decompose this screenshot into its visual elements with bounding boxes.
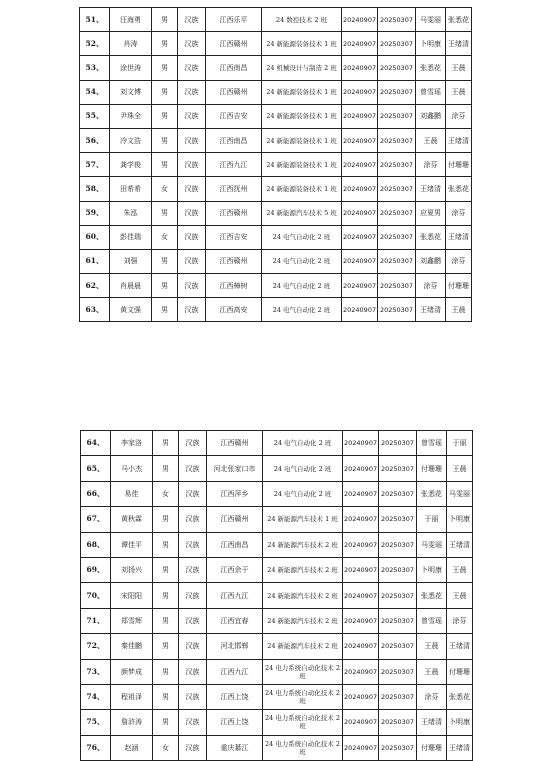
gender-cell: 男 bbox=[153, 634, 179, 659]
hometown-cell: 江西宜春 bbox=[207, 608, 263, 633]
end-date-cell: 20250307 bbox=[379, 735, 417, 760]
teacher-2-cell: 张悉花 bbox=[447, 684, 473, 709]
class-name-cell: 24 新能源汽车技术 5 班 bbox=[262, 201, 342, 225]
hometown-cell: 江西赣州 bbox=[206, 201, 262, 225]
gender-cell: 男 bbox=[153, 532, 179, 557]
row-number-cell: 73、 bbox=[81, 659, 111, 684]
start-date-cell: 20240907 bbox=[342, 32, 378, 56]
row-number-cell: 58、 bbox=[80, 177, 110, 201]
start-date-cell: 20240907 bbox=[343, 583, 379, 608]
teacher-2-cell: 于丽 bbox=[447, 431, 473, 456]
row-number-cell: 57、 bbox=[80, 153, 110, 177]
hometown-cell: 江西乐平 bbox=[206, 8, 262, 32]
class-name-cell: 24 新能源汽车技术 2 班 bbox=[263, 532, 343, 557]
student-name-cell: 詹浒涛 bbox=[111, 710, 153, 735]
start-date-cell: 20240907 bbox=[343, 532, 379, 557]
row-number-cell: 51、 bbox=[80, 8, 110, 32]
ethnicity-cell: 汉族 bbox=[178, 225, 206, 249]
gender-cell: 男 bbox=[153, 431, 179, 456]
hometown-cell: 河北张家口市 bbox=[207, 456, 263, 481]
student-name-cell: 易佳 bbox=[111, 481, 153, 506]
hometown-cell: 江西赣州 bbox=[207, 431, 263, 456]
end-date-cell: 20250307 bbox=[379, 659, 417, 684]
row-number-cell: 74、 bbox=[81, 684, 111, 709]
table-row bbox=[81, 608, 473, 633]
ethnicity-cell: 汉族 bbox=[178, 8, 206, 32]
table-row bbox=[81, 456, 473, 481]
ethnicity-cell: 汉族 bbox=[178, 274, 206, 298]
gender-cell: 男 bbox=[152, 249, 178, 273]
row-number-cell: 55、 bbox=[80, 104, 110, 128]
student-name-cell: 李家洛 bbox=[111, 431, 153, 456]
gender-cell: 男 bbox=[152, 274, 178, 298]
hometown-cell: 江西高安 bbox=[206, 298, 262, 322]
start-date-cell: 20240907 bbox=[342, 249, 378, 273]
table-row bbox=[80, 274, 472, 298]
gender-cell: 男 bbox=[152, 80, 178, 104]
table-row bbox=[81, 507, 473, 532]
row-number-cell: 68、 bbox=[81, 532, 111, 557]
class-name-cell: 24 电气自动化 2 班 bbox=[263, 431, 343, 456]
end-date-cell: 20250307 bbox=[378, 104, 416, 128]
gender-cell: 男 bbox=[152, 8, 178, 32]
ethnicity-cell: 汉族 bbox=[179, 608, 207, 633]
table-row bbox=[81, 532, 473, 557]
ethnicity-cell: 汉族 bbox=[178, 56, 206, 80]
teacher-1-cell: 曾雪瑶 bbox=[416, 80, 446, 104]
table-row bbox=[80, 104, 472, 128]
gender-cell: 男 bbox=[153, 507, 179, 532]
teacher-1-cell: 王晨 bbox=[417, 659, 447, 684]
student-table-bottom bbox=[80, 430, 473, 761]
class-name-cell: 24 电力系统自动化技术 2 班 bbox=[263, 710, 343, 735]
teacher-2-cell: 付珊珊 bbox=[446, 153, 472, 177]
row-number-cell: 59、 bbox=[80, 201, 110, 225]
table-row bbox=[81, 710, 473, 735]
hometown-cell: 河北邯郸 bbox=[207, 634, 263, 659]
ethnicity-cell: 汉族 bbox=[178, 32, 206, 56]
student-name-cell: 朱泓 bbox=[110, 201, 152, 225]
row-number-cell: 63、 bbox=[80, 298, 110, 322]
gender-cell: 男 bbox=[152, 32, 178, 56]
table-row bbox=[81, 634, 473, 659]
ethnicity-cell: 汉族 bbox=[179, 659, 207, 684]
table-row bbox=[81, 659, 473, 684]
teacher-2-cell: 马雯丽 bbox=[447, 481, 473, 506]
gender-cell: 男 bbox=[153, 557, 179, 582]
teacher-1-cell: 刘鑫鹏 bbox=[416, 249, 446, 273]
teacher-2-cell: 王绪清 bbox=[447, 532, 473, 557]
teacher-1-cell: 曾雪瑶 bbox=[417, 431, 447, 456]
teacher-1-cell: 应夏男 bbox=[416, 201, 446, 225]
hometown-cell: 江西抚州 bbox=[206, 177, 262, 201]
start-date-cell: 20240907 bbox=[342, 177, 378, 201]
end-date-cell: 20250307 bbox=[379, 532, 417, 557]
class-name-cell: 24 新能源装备技术 1 班 bbox=[262, 128, 342, 152]
student-name-cell: 田希希 bbox=[110, 177, 152, 201]
teacher-1-cell: 张悉花 bbox=[416, 56, 446, 80]
end-date-cell: 20250307 bbox=[378, 225, 416, 249]
ethnicity-cell: 汉族 bbox=[178, 128, 206, 152]
gender-cell: 女 bbox=[153, 735, 179, 760]
gender-cell: 男 bbox=[152, 201, 178, 225]
teacher-1-cell: 卜明康 bbox=[417, 557, 447, 582]
end-date-cell: 20250307 bbox=[379, 608, 417, 633]
row-number-cell: 72、 bbox=[81, 634, 111, 659]
gender-cell: 男 bbox=[152, 104, 178, 128]
table-row bbox=[80, 249, 472, 273]
teacher-2-cell: 张悉花 bbox=[446, 177, 472, 201]
class-name-cell: 24 电力系统自动化技术 2 班 bbox=[263, 684, 343, 709]
table-row bbox=[80, 80, 472, 104]
class-name-cell: 24 电气自动化 2 班 bbox=[263, 456, 343, 481]
row-number-cell: 67、 bbox=[81, 507, 111, 532]
gender-cell: 女 bbox=[152, 225, 178, 249]
hometown-cell: 江西赣州 bbox=[207, 507, 263, 532]
table-row bbox=[80, 201, 472, 225]
teacher-1-cell: 涂芬 bbox=[416, 153, 446, 177]
start-date-cell: 20240907 bbox=[342, 128, 378, 152]
class-name-cell: 24 电气自动化 2 班 bbox=[263, 481, 343, 506]
ethnicity-cell: 汉族 bbox=[179, 456, 207, 481]
hometown-cell: 江西赣州 bbox=[206, 32, 262, 56]
gender-cell: 男 bbox=[153, 608, 179, 633]
end-date-cell: 20250307 bbox=[378, 32, 416, 56]
hometown-cell: 江西南昌 bbox=[207, 532, 263, 557]
end-date-cell: 20250307 bbox=[378, 177, 416, 201]
start-date-cell: 20240907 bbox=[342, 201, 378, 225]
student-name-cell: 肖涛 bbox=[110, 32, 152, 56]
hometown-cell: 江西南昌 bbox=[206, 128, 262, 152]
hometown-cell: 江西上饶 bbox=[207, 710, 263, 735]
gender-cell: 男 bbox=[153, 583, 179, 608]
class-name-cell: 24 新能源汽车技术 2 班 bbox=[263, 634, 343, 659]
start-date-cell: 20240907 bbox=[342, 153, 378, 177]
class-name-cell: 24 新能源装备技术 1 班 bbox=[262, 104, 342, 128]
ethnicity-cell: 汉族 bbox=[178, 80, 206, 104]
ethnicity-cell: 汉族 bbox=[178, 153, 206, 177]
table-row bbox=[80, 32, 472, 56]
teacher-2-cell: 王晨 bbox=[446, 298, 472, 322]
teacher-2-cell: 王晨 bbox=[446, 56, 472, 80]
end-date-cell: 20250307 bbox=[379, 481, 417, 506]
ethnicity-cell: 汉族 bbox=[179, 481, 207, 506]
teacher-2-cell: 王绪清 bbox=[447, 735, 473, 760]
class-name-cell: 24 新能源汽车技术 2 班 bbox=[263, 557, 343, 582]
student-name-cell: 尹珠全 bbox=[110, 104, 152, 128]
table-row bbox=[81, 481, 473, 506]
teacher-1-cell: 张悉花 bbox=[416, 225, 446, 249]
class-name-cell: 24 新能源装备技术 1 班 bbox=[262, 153, 342, 177]
teacher-1-cell: 马雯丽 bbox=[416, 8, 446, 32]
teacher-2-cell: 涂芬 bbox=[447, 608, 473, 633]
gender-cell: 男 bbox=[153, 710, 179, 735]
table-row bbox=[81, 583, 473, 608]
start-date-cell: 20240907 bbox=[343, 507, 379, 532]
teacher-2-cell: 王晨 bbox=[447, 557, 473, 582]
row-number-cell: 62、 bbox=[80, 274, 110, 298]
end-date-cell: 20250307 bbox=[379, 583, 417, 608]
start-date-cell: 20240907 bbox=[342, 80, 378, 104]
table-row bbox=[80, 153, 472, 177]
teacher-2-cell: 王晨 bbox=[447, 456, 473, 481]
class-name-cell: 24 数控技术 2 班 bbox=[262, 8, 342, 32]
teacher-1-cell: 于丽 bbox=[417, 507, 447, 532]
class-name-cell: 24 电气自动化 2 班 bbox=[262, 249, 342, 273]
ethnicity-cell: 汉族 bbox=[179, 735, 207, 760]
student-name-cell: 谭佳平 bbox=[111, 532, 153, 557]
start-date-cell: 20240907 bbox=[343, 481, 379, 506]
end-date-cell: 20250307 bbox=[379, 431, 417, 456]
end-date-cell: 20250307 bbox=[378, 8, 416, 32]
class-name-cell: 24 机械设计与制造 2 班 bbox=[262, 56, 342, 80]
ethnicity-cell: 汉族 bbox=[178, 201, 206, 225]
row-number-cell: 75、 bbox=[81, 710, 111, 735]
start-date-cell: 20240907 bbox=[342, 8, 378, 32]
ethnicity-cell: 汉族 bbox=[178, 177, 206, 201]
start-date-cell: 20240907 bbox=[343, 710, 379, 735]
start-date-cell: 20240907 bbox=[343, 659, 379, 684]
student-name-cell: 颜梦成 bbox=[111, 659, 153, 684]
teacher-1-cell: 涂芬 bbox=[417, 684, 447, 709]
row-number-cell: 64、 bbox=[81, 431, 111, 456]
student-name-cell: 程祖泽 bbox=[111, 684, 153, 709]
table-row bbox=[80, 56, 472, 80]
student-name-cell: 马小杰 bbox=[111, 456, 153, 481]
start-date-cell: 20240907 bbox=[343, 557, 379, 582]
start-date-cell: 20240907 bbox=[343, 431, 379, 456]
teacher-1-cell: 涂芬 bbox=[416, 274, 446, 298]
class-name-cell: 24 电气自动化 2 班 bbox=[262, 225, 342, 249]
student-name-cell: 龚学俊 bbox=[110, 153, 152, 177]
table-row bbox=[80, 298, 472, 322]
student-name-cell: 刘文博 bbox=[110, 80, 152, 104]
teacher-1-cell: 曾雪瑶 bbox=[417, 608, 447, 633]
start-date-cell: 20240907 bbox=[343, 608, 379, 633]
ethnicity-cell: 汉族 bbox=[178, 298, 206, 322]
ethnicity-cell: 汉族 bbox=[179, 431, 207, 456]
table-row bbox=[81, 431, 473, 456]
ethnicity-cell: 汉族 bbox=[178, 104, 206, 128]
class-name-cell: 24 电气自动化 2 班 bbox=[262, 274, 342, 298]
teacher-2-cell: 王绪清 bbox=[446, 32, 472, 56]
teacher-2-cell: 付珊珊 bbox=[446, 274, 472, 298]
end-date-cell: 20250307 bbox=[378, 298, 416, 322]
end-date-cell: 20250307 bbox=[378, 56, 416, 80]
start-date-cell: 20240907 bbox=[343, 684, 379, 709]
hometown-cell: 江西吉安 bbox=[206, 225, 262, 249]
table-row bbox=[80, 225, 472, 249]
teacher-2-cell: 卜明康 bbox=[447, 710, 473, 735]
start-date-cell: 20240907 bbox=[342, 104, 378, 128]
class-name-cell: 24 新能源装备技术 1 班 bbox=[262, 80, 342, 104]
start-date-cell: 20240907 bbox=[343, 456, 379, 481]
class-name-cell: 24 电气自动化 2 班 bbox=[262, 298, 342, 322]
row-number-cell: 65、 bbox=[81, 456, 111, 481]
ethnicity-cell: 汉族 bbox=[179, 557, 207, 582]
student-table-top bbox=[79, 7, 472, 322]
ethnicity-cell: 汉族 bbox=[179, 710, 207, 735]
student-name-cell: 黄文强 bbox=[110, 298, 152, 322]
teacher-2-cell: 涂芬 bbox=[446, 104, 472, 128]
row-number-cell: 76、 bbox=[81, 735, 111, 760]
row-number-cell: 71、 bbox=[81, 608, 111, 633]
end-date-cell: 20250307 bbox=[378, 153, 416, 177]
end-date-cell: 20250307 bbox=[378, 201, 416, 225]
teacher-2-cell: 王绪清 bbox=[446, 128, 472, 152]
teacher-2-cell: 涂芬 bbox=[446, 249, 472, 273]
row-number-cell: 54、 bbox=[80, 80, 110, 104]
row-number-cell: 60、 bbox=[80, 225, 110, 249]
student-name-cell: 宋阳阳 bbox=[111, 583, 153, 608]
class-name-cell: 24 新能源汽车技术 2 班 bbox=[263, 583, 343, 608]
ethnicity-cell: 汉族 bbox=[179, 634, 207, 659]
teacher-2-cell: 张悉花 bbox=[446, 8, 472, 32]
teacher-1-cell: 马雯丽 bbox=[417, 532, 447, 557]
end-date-cell: 20250307 bbox=[378, 274, 416, 298]
teacher-2-cell: 王晨 bbox=[447, 583, 473, 608]
teacher-1-cell: 卜明康 bbox=[416, 32, 446, 56]
gender-cell: 男 bbox=[153, 659, 179, 684]
gender-cell: 男 bbox=[152, 128, 178, 152]
gender-cell: 女 bbox=[152, 177, 178, 201]
student-name-cell: 秦佳鹏 bbox=[111, 634, 153, 659]
hometown-cell: 江西九江 bbox=[207, 583, 263, 608]
hometown-cell: 江西九江 bbox=[206, 153, 262, 177]
student-name-cell: 涂世涛 bbox=[110, 56, 152, 80]
class-name-cell: 24 新能源汽车技术 1 班 bbox=[263, 507, 343, 532]
student-name-cell: 刘扬兴 bbox=[111, 557, 153, 582]
teacher-1-cell: 张悉花 bbox=[417, 481, 447, 506]
teacher-1-cell: 王绪清 bbox=[416, 177, 446, 201]
class-name-cell: 24 电力系统自动化技术 2 班 bbox=[263, 735, 343, 760]
hometown-cell: 江西赣州 bbox=[206, 249, 262, 273]
row-number-cell: 52、 bbox=[80, 32, 110, 56]
student-name-cell: 赵涵 bbox=[111, 735, 153, 760]
teacher-1-cell: 张悉花 bbox=[417, 583, 447, 608]
student-name-cell: 冷文浩 bbox=[110, 128, 152, 152]
ethnicity-cell: 汉族 bbox=[178, 249, 206, 273]
row-number-cell: 69、 bbox=[81, 557, 111, 582]
teacher-2-cell: 卜明康 bbox=[447, 507, 473, 532]
row-number-cell: 56、 bbox=[80, 128, 110, 152]
gender-cell: 男 bbox=[152, 153, 178, 177]
table-row bbox=[81, 684, 473, 709]
end-date-cell: 20250307 bbox=[379, 507, 417, 532]
row-number-cell: 61、 bbox=[80, 249, 110, 273]
ethnicity-cell: 汉族 bbox=[179, 532, 207, 557]
teacher-1-cell: 付珊珊 bbox=[417, 735, 447, 760]
teacher-2-cell: 付珊珊 bbox=[447, 659, 473, 684]
start-date-cell: 20240907 bbox=[342, 274, 378, 298]
row-number-cell: 70、 bbox=[81, 583, 111, 608]
end-date-cell: 20250307 bbox=[379, 557, 417, 582]
hometown-cell: 江西九江 bbox=[207, 659, 263, 684]
hometown-cell: 重庆綦江 bbox=[207, 735, 263, 760]
end-date-cell: 20250307 bbox=[378, 80, 416, 104]
end-date-cell: 20250307 bbox=[379, 684, 417, 709]
ethnicity-cell: 汉族 bbox=[179, 583, 207, 608]
gender-cell: 男 bbox=[152, 56, 178, 80]
end-date-cell: 20250307 bbox=[378, 249, 416, 273]
end-date-cell: 20250307 bbox=[379, 634, 417, 659]
end-date-cell: 20250307 bbox=[379, 456, 417, 481]
start-date-cell: 20240907 bbox=[342, 225, 378, 249]
student-name-cell: 郑雪辉 bbox=[111, 608, 153, 633]
hometown-cell: 江西赣州 bbox=[206, 80, 262, 104]
end-date-cell: 20250307 bbox=[378, 128, 416, 152]
gender-cell: 男 bbox=[153, 684, 179, 709]
start-date-cell: 20240907 bbox=[343, 735, 379, 760]
student-name-cell: 彭佳瑞 bbox=[110, 225, 152, 249]
start-date-cell: 20240907 bbox=[343, 634, 379, 659]
teacher-2-cell: 王晨 bbox=[446, 80, 472, 104]
student-name-cell: 黄秋霖 bbox=[111, 507, 153, 532]
table-row bbox=[81, 735, 473, 760]
hometown-cell: 江西南昌 bbox=[206, 56, 262, 80]
hometown-cell: 江西余干 bbox=[207, 557, 263, 582]
table-row bbox=[80, 128, 472, 152]
end-date-cell: 20250307 bbox=[379, 710, 417, 735]
ethnicity-cell: 汉族 bbox=[179, 684, 207, 709]
student-name-cell: 汪海勇 bbox=[110, 8, 152, 32]
table-row bbox=[80, 8, 472, 32]
hometown-cell: 江西萍乡 bbox=[207, 481, 263, 506]
row-number-cell: 53、 bbox=[80, 56, 110, 80]
start-date-cell: 20240907 bbox=[342, 56, 378, 80]
hometown-cell: 江西吉安 bbox=[206, 104, 262, 128]
table-row bbox=[80, 177, 472, 201]
teacher-1-cell: 王绪清 bbox=[416, 298, 446, 322]
class-name-cell: 24 新能源装备技术 1 班 bbox=[262, 177, 342, 201]
teacher-2-cell: 王绪清 bbox=[447, 634, 473, 659]
hometown-cell: 江西樟树 bbox=[206, 274, 262, 298]
teacher-1-cell: 付珊珊 bbox=[417, 456, 447, 481]
start-date-cell: 20240907 bbox=[342, 298, 378, 322]
row-number-cell: 66、 bbox=[81, 481, 111, 506]
teacher-1-cell: 王晨 bbox=[417, 634, 447, 659]
teacher-2-cell: 涂芬 bbox=[446, 201, 472, 225]
ethnicity-cell: 汉族 bbox=[179, 507, 207, 532]
student-name-cell: 刘强 bbox=[110, 249, 152, 273]
class-name-cell: 24 新能源汽车技术 2 班 bbox=[263, 608, 343, 633]
gender-cell: 男 bbox=[153, 456, 179, 481]
gender-cell: 女 bbox=[153, 481, 179, 506]
class-name-cell: 24 电力系统自动化技术 2 班 bbox=[263, 659, 343, 684]
teacher-1-cell: 王晨 bbox=[416, 128, 446, 152]
teacher-1-cell: 王绪清 bbox=[417, 710, 447, 735]
gender-cell: 男 bbox=[152, 298, 178, 322]
teacher-1-cell: 刘鑫鹏 bbox=[416, 104, 446, 128]
student-name-cell: 肖晨晨 bbox=[110, 274, 152, 298]
class-name-cell: 24 新能源装备技术 1 班 bbox=[262, 32, 342, 56]
teacher-2-cell: 王绪清 bbox=[446, 225, 472, 249]
hometown-cell: 江西上饶 bbox=[207, 684, 263, 709]
table-row bbox=[81, 557, 473, 582]
